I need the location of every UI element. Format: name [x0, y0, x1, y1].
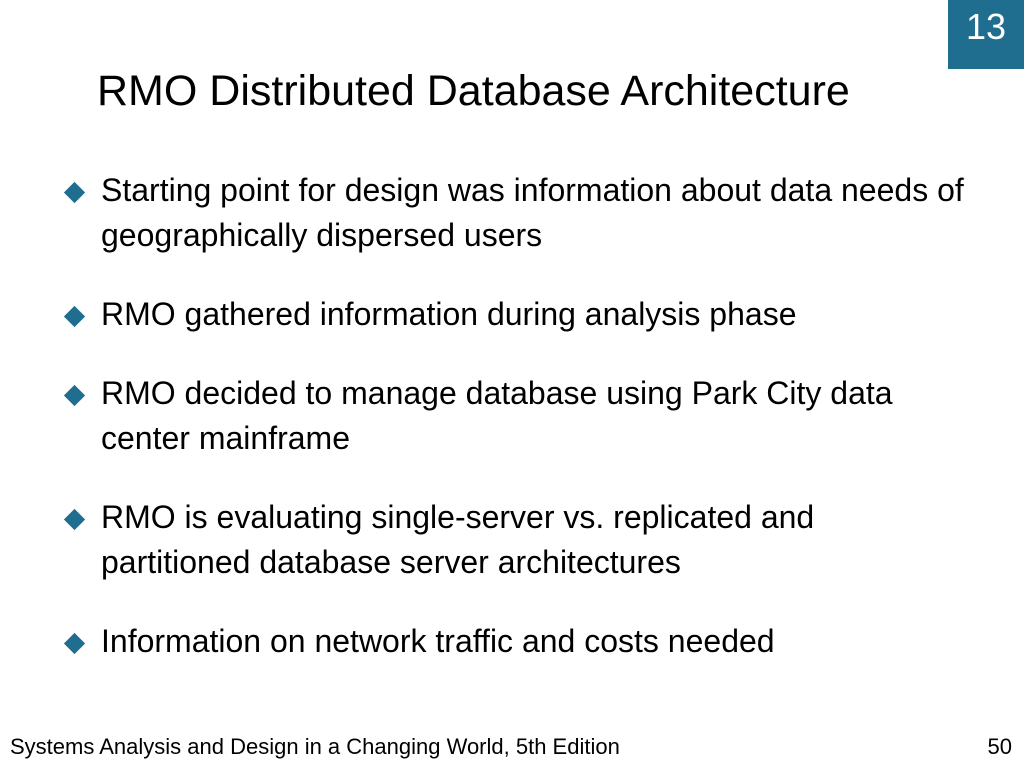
footer-book-title: Systems Analysis and Design in a Changing World, 5th Edition: [10, 734, 620, 759]
bullet-item: [64, 371, 964, 461]
bullet-text: RMO decided to manage database using Park City data center mainframe: [101, 375, 893, 456]
chapter-number: 13: [965, 6, 1007, 47]
bullet-list: [64, 168, 964, 664]
bullet-text: Starting point for design was information about data needs of geographically dispersed users: [101, 172, 964, 253]
bullet-item: [64, 168, 964, 258]
bullet-item: [64, 495, 964, 585]
diamond-icon: [64, 633, 85, 654]
bullet-text: RMO is evaluating single-server vs. replicated and partitioned database server architectures: [101, 499, 815, 580]
bullet-item: [64, 619, 964, 664]
chapter-number-badge: [948, 0, 1024, 69]
page-number: 50: [987, 734, 1012, 759]
diamond-icon: [64, 509, 85, 530]
diamond-icon: [64, 182, 85, 203]
slide-title: RMO Distributed Database Architecture: [97, 67, 850, 115]
diamond-icon: [64, 306, 85, 327]
bullet-text: Information on network traffic and costs needed: [101, 623, 775, 659]
bullet-text: RMO gathered information during analysis phase: [101, 296, 797, 332]
bullet-item: [64, 292, 964, 337]
diamond-icon: [64, 385, 85, 406]
